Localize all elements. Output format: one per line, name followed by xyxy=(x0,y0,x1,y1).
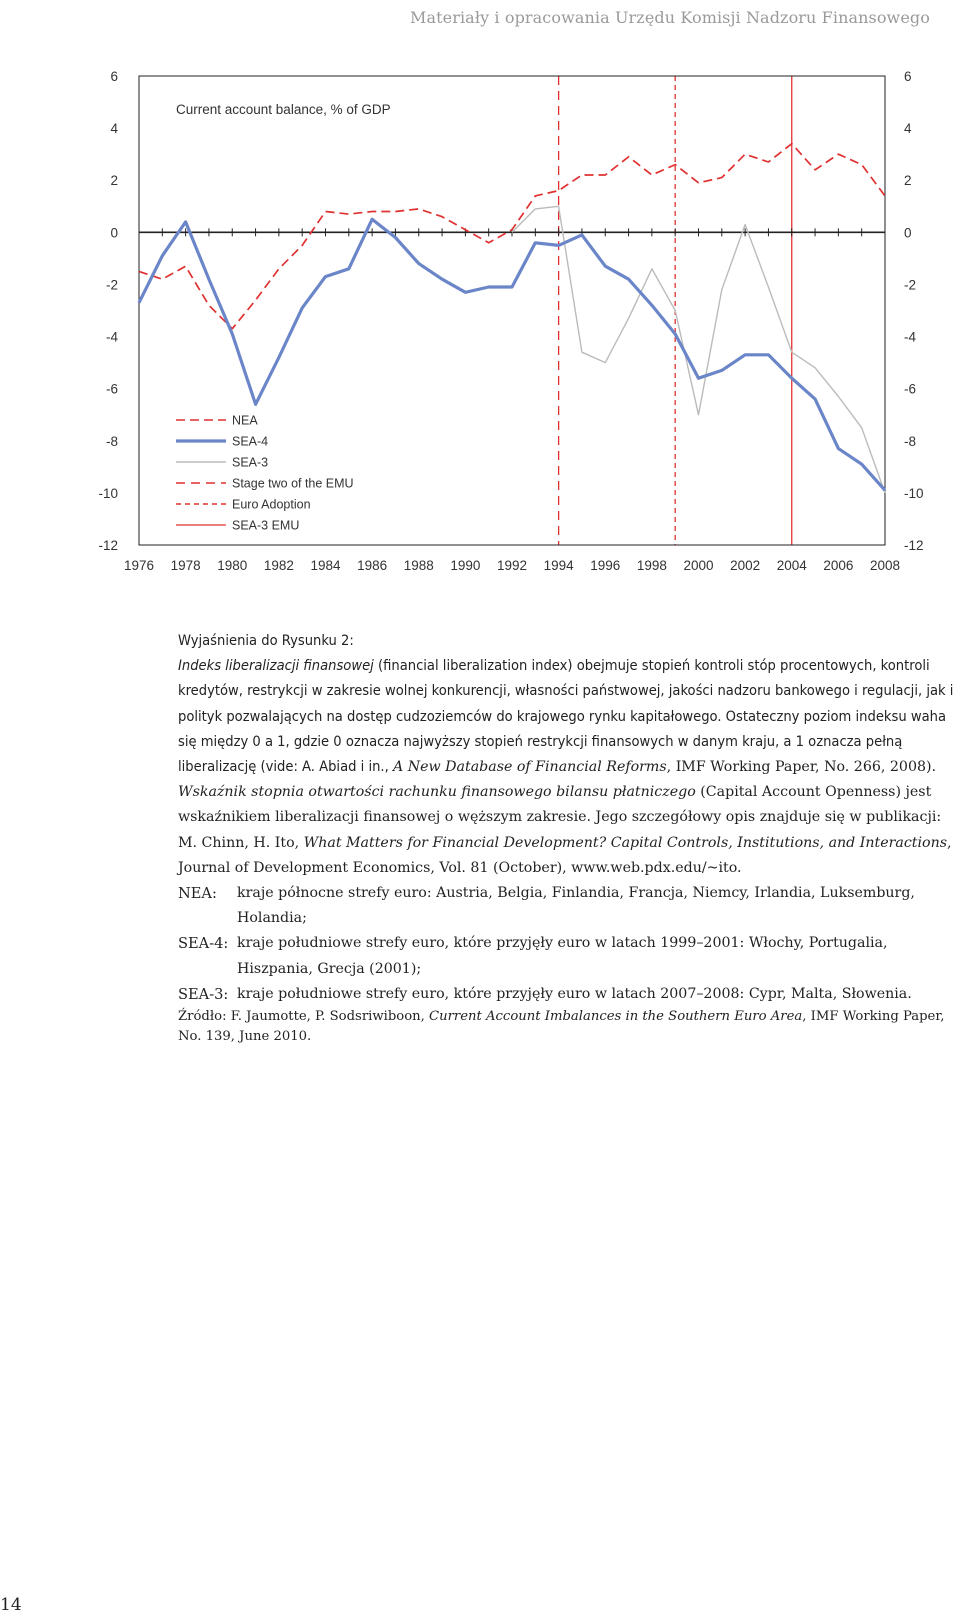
x-tick-label: 2006 xyxy=(823,558,854,573)
chart-title: Current account balance, % of GDP xyxy=(176,102,391,117)
legend-label: Euro Adoption xyxy=(232,497,311,512)
x-tick-label: 2004 xyxy=(776,558,807,573)
source-note: Źródło: F. Jaumotte, P. Sodsriwiboon, Current Account Imbalances in the Southern Euro Area, IMF Working Paper, No. 139, June 2010. xyxy=(178,1009,945,1045)
definition-sea3: SEA-3: kraje południowe strefy euro, które przyjęły euro w latach 2007–2008: Cypr, Malta, Słowenia. xyxy=(178,985,912,1003)
y-tick-label-left: 0 xyxy=(110,225,118,241)
current-account-chart xyxy=(0,60,960,600)
y-tick-label-left: -12 xyxy=(98,538,118,553)
x-tick-label: 1980 xyxy=(217,558,248,573)
y-tick-label-right: -6 xyxy=(904,381,917,397)
y-tick-label-right: 6 xyxy=(904,69,912,84)
y-tick-label-left: 4 xyxy=(110,121,118,137)
legend-label: SEA-3 EMU xyxy=(232,518,300,533)
plot-frame xyxy=(139,76,885,545)
y-tick-label-right: 2 xyxy=(904,173,912,189)
legend-label: SEA-3 xyxy=(232,455,269,470)
x-tick-label: 2008 xyxy=(869,558,901,573)
page-number: 14 xyxy=(0,1595,22,1615)
y-tick-label-left: -10 xyxy=(98,485,118,501)
y-tick-label-left: -6 xyxy=(105,381,118,397)
legend-label: Stage two of the EMU xyxy=(232,476,354,491)
y-tick-label-right: -2 xyxy=(904,277,917,293)
y-axis-left xyxy=(98,69,118,553)
y-tick-label-left: 2 xyxy=(110,173,118,189)
figure-caption xyxy=(178,628,958,1047)
running-header: Materiały i opracowania Urzędu Komisji Nadzoru Finansowego xyxy=(410,8,930,27)
legend-label: SEA-4 xyxy=(232,434,269,449)
x-tick-label: 2002 xyxy=(730,558,761,573)
caption-heading: Wyjaśnienia do Rysunku 2: xyxy=(178,632,354,649)
legend-label: NEA xyxy=(232,413,258,428)
x-tick-label: 1984 xyxy=(310,558,341,573)
x-tick-label: 1998 xyxy=(636,558,667,573)
y-tick-label-left: -8 xyxy=(105,433,118,449)
caption-paragraph-1: Indeks liberalizacji finansowej (financial liberalization index) obejmuje stopień kontroli stóp procentowych, kontroli kredytów, restrykcji w zakresie wolnej konkurencji, własności państwowej, jakości nadzoru bankowego i regulacji, jak i polityk pozwalających na dostęp cudzoziemców do krajowego rynku kapitałowego. Ostateczny poziom indeksu waha się między 0 a 1, gdzie 0 oznacza najwyższy stopień restrykcji finansowych w danym kraju, a 1 oznacza pełną liberalizację (vide: A. Abiad i in., A New Database of Financial Reforms, IMF Working Paper, No. 266, 2008). xyxy=(178,657,954,776)
x-tick-label: 1976 xyxy=(123,558,155,573)
x-axis-ticks xyxy=(124,558,900,573)
y-tick-label-left: -2 xyxy=(105,277,118,293)
y-tick-label-right: -4 xyxy=(904,329,917,345)
x-tick-label: 1982 xyxy=(263,558,294,573)
x-tick-label: 1996 xyxy=(590,558,621,573)
definition-nea: NEA: kraje północne strefy euro: Austria, Belgia, Finlandia, Francja, Niemcy, Irlandia, Luksemburg, Holandia; xyxy=(178,885,915,927)
x-tick-label: 1992 xyxy=(496,558,528,573)
y-tick-label-right: 0 xyxy=(904,225,912,241)
series-sea-3 xyxy=(512,206,885,493)
legend xyxy=(176,414,354,533)
definition-sea4: SEA-4: kraje południowe strefy euro, które przyjęły euro w latach 1999–2001: Włochy, Portugalia, Hiszpania, Grecja (2001); xyxy=(178,935,888,977)
y-axis-right xyxy=(904,69,924,553)
x-tick-label: 1994 xyxy=(543,558,574,573)
x-tick-label: 1988 xyxy=(403,558,434,573)
caption-paragraph-2: Wskaźnik stopnia otwartości rachunku finansowego bilansu płatniczego (Capital Account Openness) jest wskaźnikiem liberalizacji finansowej o węższym zakresie. Jego szczegółowy opis znajduje się w publikacji: M. Chinn, H. Ito, What Matters for Financial Development? Capital Controls, Institutions, and Interactions, Journal of Development Economics, Vol. 81 (October), www.web.pdx.edu/~ito. xyxy=(178,784,952,876)
y-tick-label-right: -12 xyxy=(904,538,924,553)
y-tick-label-left: 6 xyxy=(110,69,118,84)
x-tick-label: 2000 xyxy=(683,558,714,573)
group-definitions xyxy=(178,881,958,1007)
y-tick-label-right: -10 xyxy=(904,485,924,501)
x-tick-label: 1990 xyxy=(450,558,481,573)
y-tick-label-right: 4 xyxy=(904,121,912,137)
series-sea-4 xyxy=(139,219,885,490)
y-tick-label-right: -8 xyxy=(904,433,917,449)
y-tick-label-left: -4 xyxy=(105,329,118,345)
x-tick-label: 1978 xyxy=(170,558,201,573)
x-tick-label: 1986 xyxy=(357,558,388,573)
